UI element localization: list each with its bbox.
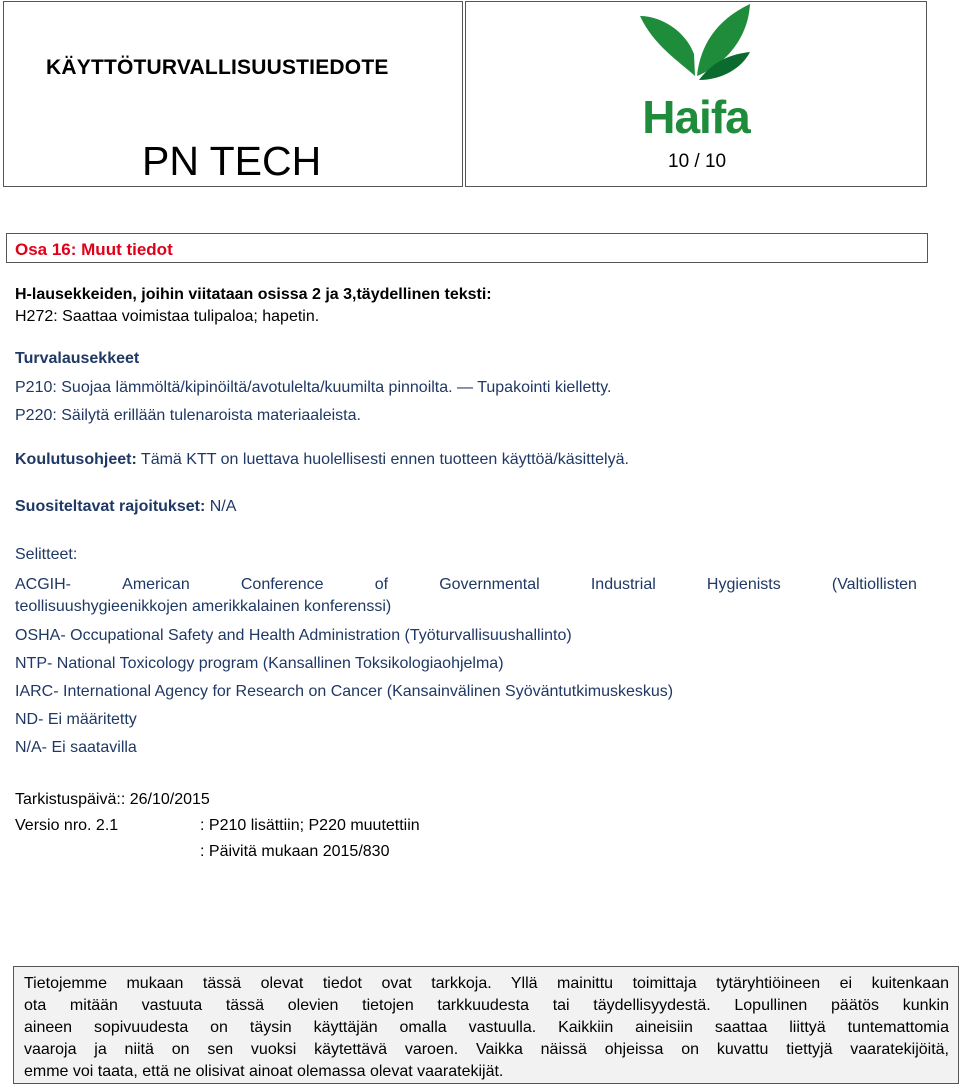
svg-text:Haifa: Haifa (642, 91, 750, 136)
acgih-word: Conference (240, 576, 324, 593)
training-label: Koulutusohjeet: (15, 451, 137, 468)
version-label: Versio nro. 2.1 (15, 817, 119, 834)
h-statements-heading: H-lausekkeiden, joihin viitataan osissa 2 ja 3,täydellinen teksti: (15, 286, 492, 303)
p210-statement (15, 379, 611, 397)
restrictions-line (15, 498, 236, 516)
iarc-line: IARC- International Agency for Research on Cancer (Kansainvälinen Syöväntutkimuskeskus) (15, 683, 674, 700)
p220-statement: P220: Säilytä erillään tulenaroista materiaaleista. (15, 407, 361, 424)
p210-continuation: Tupakointi kielletty. (477, 379, 612, 396)
disclaimer-line: vaaroja ja niitä on sen vuoksi käytettävä varoen. Vaikka näissä ohjeissa on kuvattu tiettyjä vaaratekijöitä, (24, 1041, 949, 1058)
haifa-logo-image (640, 2, 752, 136)
p210-dash: — (457, 379, 474, 396)
disclaimer-line: Tietojemme mukaan tässä olevat tiedot ovat tarkkoja. Yllä mainittu toimittaja tytäryhtiöineen ei kuitenkaan (24, 975, 949, 992)
acgih-line-1 (15, 576, 917, 594)
na-line: N/A- Ei saatavilla (15, 739, 137, 756)
legend-heading: Selitteet: (15, 546, 78, 563)
training-text: Tämä KTT on luettava huolellisesti ennen tuotteen käyttöä/käsittelyä. (140, 451, 629, 468)
osha-line: OSHA- Occupational Safety and Health Administration (Työturvallisuushallinto) (15, 627, 572, 644)
restrictions-value: N/A (209, 498, 237, 515)
acgih-word: Hygienists (706, 576, 781, 593)
ntp-line: NTP- National Toxicology program (Kansallinen Toksikologiaohjelma) (15, 655, 504, 672)
haifa-logo (640, 2, 752, 136)
h272-statement: H272: Saattaa voimistaa tulipaloa; hapetin. (15, 308, 320, 325)
acgih-word: Industrial (590, 576, 656, 593)
acgih-word: Governmental (439, 576, 540, 593)
safety-heading: Turvalausekkeet (15, 350, 140, 367)
acgih-line-2: teollisuushygieenikkojen amerikkalainen konferenssi) (15, 598, 392, 615)
product-name: PN TECH (142, 138, 322, 184)
acgih-word: ACGIH- (15, 576, 71, 593)
version-change-2: : Päivitä mukaan 2015/830 (200, 843, 390, 860)
restrictions-label: Suositeltavat rajoitukset: (15, 498, 206, 515)
page-number: 10 / 10 (668, 151, 727, 172)
version-change-1: : P210 lisättiin; P220 muutettiin (200, 817, 420, 834)
nd-line: ND- Ei määritetty (15, 711, 137, 728)
p210-text: P210: Suojaa lämmöltä/kipinöiltä/avotulelta/kuumilta pinnoilta. (15, 379, 453, 396)
document-title: KÄYTTÖTURVALLISUUSTIEDOTE (46, 56, 389, 79)
revision-date: Tarkistuspäivä:: 26/10/2015 (15, 791, 210, 808)
section-title: Osa 16: Muut tiedot (15, 240, 173, 259)
disclaimer-line: emme voi taata, että ne olisivat ainoat olemassa olevat vaaratekijät. (24, 1063, 504, 1080)
disclaimer-line: aineen sopivuudesta on täysin käyttäjän omalla vastuulla. Kaikkiin aineisiin saattaa liittyä tuntemattomia (24, 1019, 949, 1036)
training-line (15, 451, 629, 469)
disclaimer-line: ota mitään vastuuta tässä olevien tietojen tarkkuudesta tai täydellisyydestä. Lopullinen päätös kunkin (24, 997, 949, 1014)
acgih-word: of (374, 576, 389, 593)
acgih-word: (Valtiollisten (831, 576, 917, 593)
acgih-word: American (122, 576, 190, 593)
